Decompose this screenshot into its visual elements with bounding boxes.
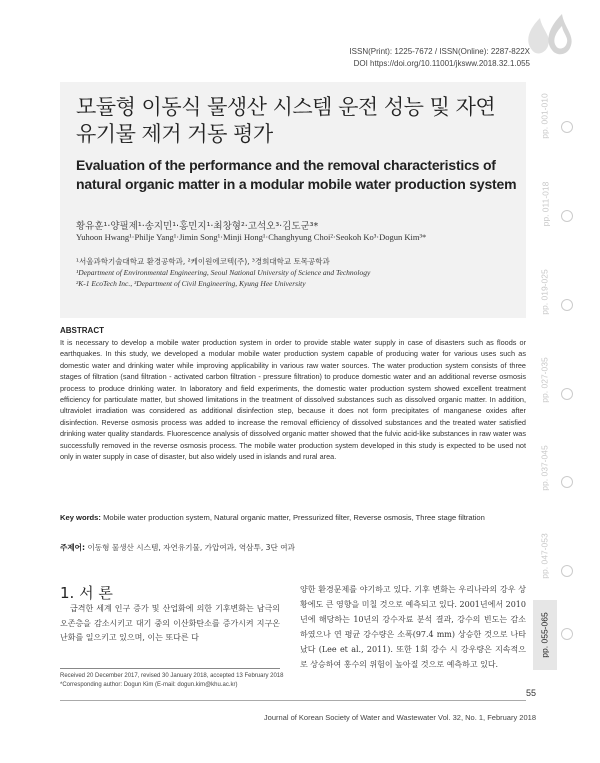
tab-label: pp. 037-045 [540, 445, 550, 491]
tab-marker-icon [561, 565, 573, 577]
corresponding-author: *Corresponding author: Dogun Kim (E-mail: dogun.kim@khu.ac.kr) [60, 682, 238, 688]
tab-marker-icon [561, 121, 573, 133]
intro-right-column: 양한 환경문제를 야기하고 있다. 기후 변화는 우리나라의 강우 상황에도 큰 영향을 미칠 것으로 예측되고 있다. 2001년에서 2010년에 해당하는 10년의 강수자료 분석 결과, 강수의 빈도는 감소하였으나 연 평균 강수량은 소폭(97.4 mm) 상승한 것으로 나타났다 (Lee et al., 2011). 또한 1회 강수 시 강우량은 지속적으로 상승하여 홍수의 위험이 높아질 것으로 예측하고 있다. [300, 585, 526, 669]
section-title: 1. 서 론 [60, 584, 113, 602]
tab-marker-icon [561, 476, 573, 488]
tab-pp-055-065[interactable] [533, 600, 557, 670]
intro-left-column: 급격한 세계 인구 증가 및 산업화에 의한 기후변화는 남극의 오존층을 감소시키고 대기 중의 이산화탄소를 증가시켜 지구온난화를 일으키고 있으며, 이는 또다른 다 [60, 604, 280, 642]
issn-text: ISSN(Print): 1225-7672 / ISSN(Online): 2287-822X [349, 47, 530, 56]
keywords [60, 512, 526, 523]
abstract-body: It is necessary to develop a mobile water production system in order to provide stable water supply in case of disasters such as floods or earthquakes. In this study, we developed a modular mobile water production system capable of producing water for various uses such as domestic water and drinking water while improving applicability in various raw water sources. The water production system consists of three stages of filtration (sand filtration - activated carbon filtration - pressure filtration) to produce domestic water and an additional reverse osmosis process to produce drinking water. In laboratory and field experiments, the domestic water production system showed excellent treatment efficiency for particulate matter, but showed limitations in the treatment of dissolved substances such as dissolved organic matter. In addition, ultraviolet irradiation was considered as additional disinfection step, because it does not form precipitates of manganese oxides after disinfection. Reverse osmosis process was added to increase the removal efficiency of dissolved substances and the treated water satisfied drinking water quality standards. Fluorescence analysis of dissolved organic matter showed that the fulvic acid-like substances in raw water was successfully removed in the reverse osmosis process. The mobile water production system developed in this study is expected to be used not only in water supply in case of disaster, but also widely used in islands and rural area. [60, 338, 526, 462]
tab-pp-027-035[interactable] [533, 350, 557, 410]
keywords-korean-label: 주제어: [60, 543, 86, 552]
keywords-korean [60, 542, 295, 553]
korean-title-line-2: 유기물 제거 거동 평가 [76, 122, 273, 146]
received-dates: Received 20 December 2017, revised 30 January 2018, accepted 13 February 2018 [60, 673, 284, 679]
korean-title-line-1: 모듈형 이동식 물생산 시스템 운전 성능 및 자연 [76, 95, 496, 119]
keywords-text: Mobile water production system, Natural organic matter, Pressurized filter, Reverse osmosis, Three stage filtration [103, 513, 485, 522]
issn-doi-block [349, 46, 530, 70]
tab-pp-047-053[interactable] [533, 526, 557, 586]
affiliation-english-1: ¹Department of Environmental Engineering, Seoul National University of Science and Technology [76, 268, 371, 277]
affiliation-korean: ¹서울과학기술대학교 환경공학과, ²케이원에코텍(주), ³경희대학교 토목공학과 [76, 257, 330, 266]
tab-label: pp. 019-025 [540, 269, 550, 315]
water-drop-logo-icon [522, 10, 586, 58]
tab-label: pp. 027-035 [540, 357, 550, 403]
journal-citation: Journal of Korean Society of Water and Wastewater Vol. 32, No. 1, February 2018 [263, 713, 536, 722]
authors-english: Yuhoon Hwang¹·Philje Yang¹·Jimin Song¹·Minji Hong¹·Changhyung Choi²·Seokoh Ko³·Dogun Kim³* [76, 232, 427, 242]
keywords-label: Key words: [60, 513, 101, 522]
tab-marker-icon [561, 388, 573, 400]
footer-divider [60, 700, 526, 701]
affiliation-english-2: ²K-1 EcoTech Inc., ³Department of Civil Engineering, Kyung Hee University [76, 279, 306, 288]
keywords-korean-text: 이동형 물생산 시스템, 자연유기물, 가압여과, 역삼투, 3단 여과 [87, 543, 295, 552]
tab-label: pp. 055-065 [540, 612, 550, 658]
tab-label: pp. 001-010 [540, 93, 550, 139]
korean-title [76, 94, 526, 148]
authors-korean: 황유훈¹·양필제¹·송지민¹·홍민지¹·최창형²·고석오³·김도군³* [76, 221, 319, 232]
abstract-heading: ABSTRACT [60, 326, 104, 335]
english-title-line-1: Evaluation of the performance and the removal characteristics of [76, 157, 496, 173]
tab-pp-001-010[interactable] [533, 86, 557, 146]
tab-marker-icon [561, 210, 573, 222]
english-title [76, 156, 526, 194]
english-title-line-2: natural organic matter in a modular mobile water production system [76, 176, 517, 192]
tab-marker-icon [561, 299, 573, 311]
page-number: 55 [525, 688, 536, 698]
tab-label: pp. 047-053 [540, 533, 550, 579]
tab-marker-icon [561, 628, 573, 640]
tab-pp-037-045[interactable] [533, 438, 557, 498]
affiliations [76, 256, 370, 289]
doi-link[interactable]: DOI https://doi.org/10.11001/jksww.2018.32.1.055 [353, 59, 530, 68]
tab-pp-011-018[interactable] [533, 174, 557, 234]
footnote [60, 672, 290, 690]
tab-pp-019-025[interactable] [533, 262, 557, 322]
footnote-divider [60, 668, 280, 669]
tab-label: pp. 011-018 [540, 181, 550, 227]
